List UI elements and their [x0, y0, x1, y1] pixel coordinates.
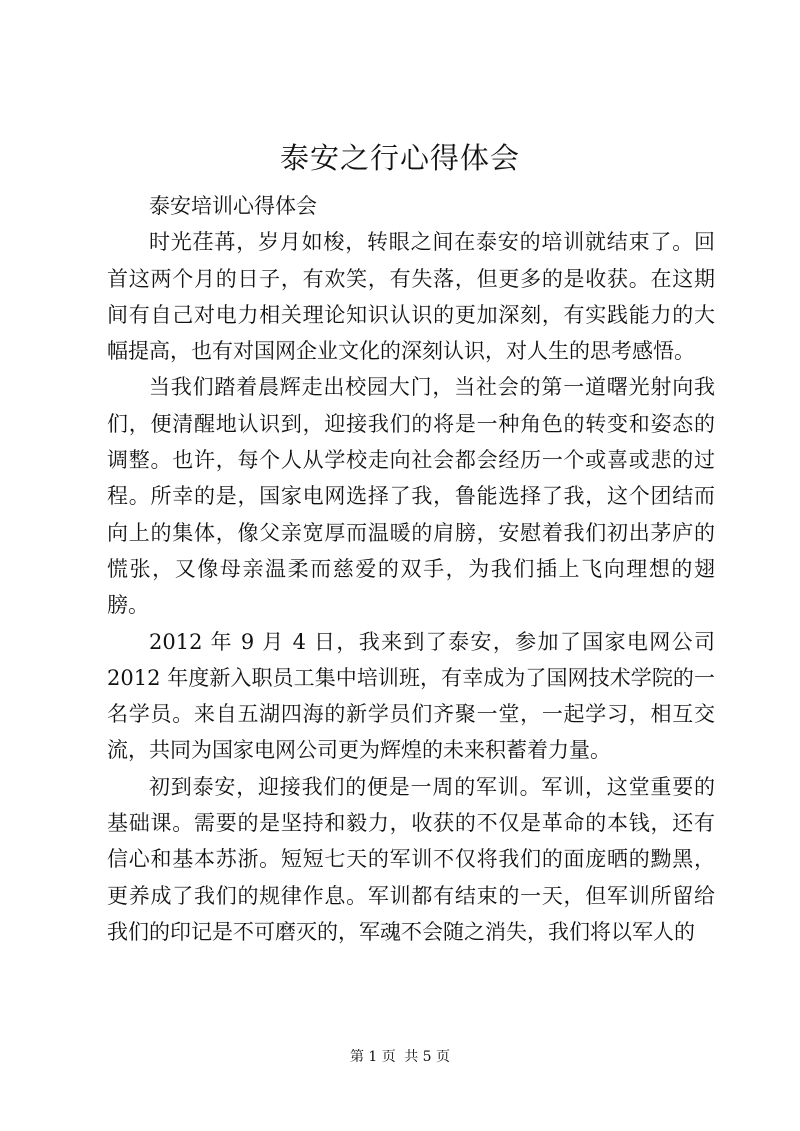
document-title: 泰安之行心得体会 [279, 141, 520, 175]
paragraph-1: 时光荏苒，岁月如梭，转眼之间在泰安的培训就结束了。回首这两个月的日子，有欢笑，有失落，但更多的是收获。在这期间有自己对电力相关理论知识认识的更加深刻，有实践能力的大幅提高，也有对国网企业文化的深刻认识，对人生的思考感悟。 [107, 230, 715, 364]
page-number: 第 1 页 [349, 1049, 396, 1065]
page-total: 共 5 页 [404, 1049, 451, 1065]
page-footer [0, 1047, 800, 1067]
paragraph-2: 当我们踏着晨辉走出校园大门，当社会的第一道曙光射向我们，便清醒地认识到，迎接我们的将是一种角色的转变和姿态的调整。也许，每个人从学校走向社会都会经历一个或喜或悲的过程。所幸的是，国家电网选择了我，鲁能选择了我，这个团结而向上的集体，像父亲宽厚而温暖的肩膀，安慰着我们初出茅庐的慌张，又像母亲温柔而慈爱的双手，为我们插上飞向理想的翅膀。 [107, 375, 715, 618]
document-body [107, 188, 715, 950]
paragraph-4: 初到泰安，迎接我们的便是一周的军训。军训，这堂重要的基础课。需要的是坚持和毅力，收获的不仅是革命的本钱，还有信心和基本苏浙。短短七天的军训不仅将我们的面庞晒的黝黑，更养成了我们的规律作息。军训都有结束的一天，但军训所留给我们的印记是不可磨灭的，军魂不会随之消失，我们将以军人的 [107, 774, 715, 944]
paragraph-3: 2012 年 9 月 4 日，我来到了泰安，参加了国家电网公司 2012 年度新入职员工集中培训班，有幸成为了国网技术学院的一名学员。来自五湖四海的新学员们齐聚一堂，一起学习，相互交流，共同为国家电网公司更为辉煌的未来积蓄着力量。 [107, 629, 715, 763]
document-subtitle: 泰安培训心得体会 [149, 194, 317, 218]
